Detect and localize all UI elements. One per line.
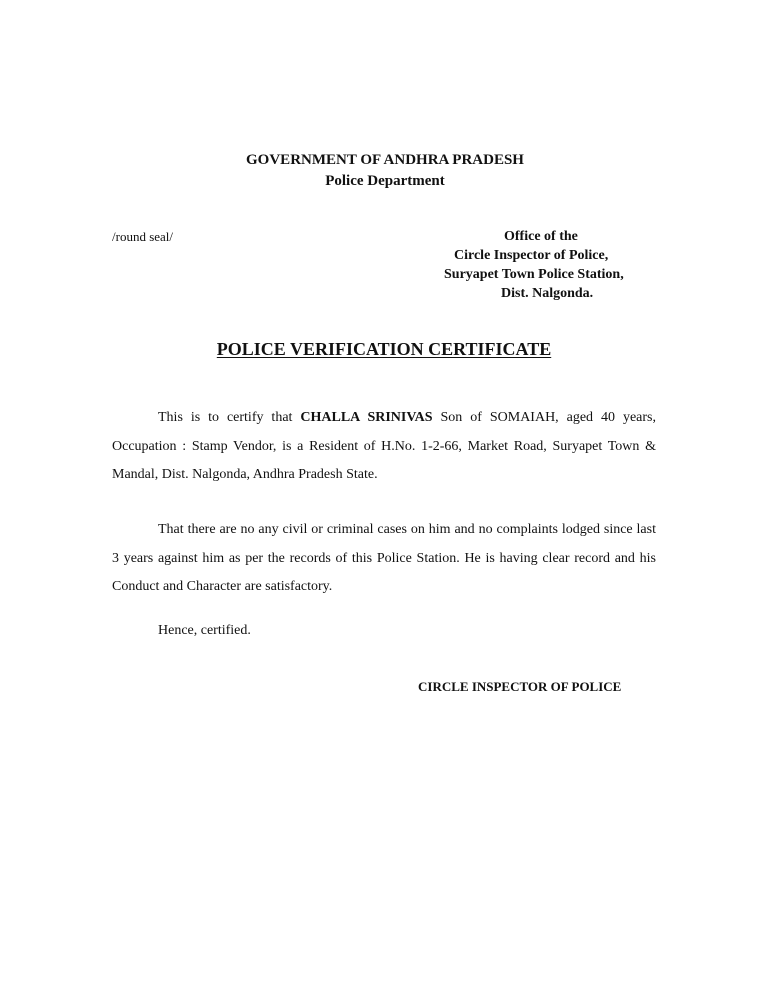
certificate-paragraph-2: That there are no any civil or criminal cases on him and no complaints lodged since last 3 years against him as per the records of this Police Station. He is having clear record and his Conduct and Character are satisfactory. <box>112 522 656 594</box>
government-heading: GOVERNMENT OF ANDHRA PRADESH <box>246 152 524 168</box>
document-header <box>0 150 768 192</box>
office-line-2: Circle Inspector of Police, <box>454 248 609 263</box>
office-address-block <box>430 227 670 303</box>
office-line-4: Dist. Nalgonda. <box>501 286 594 301</box>
office-line-1: Office of the <box>504 229 578 244</box>
certificate-paragraph-1 <box>112 404 656 490</box>
certificate-title-wrapper <box>0 337 768 361</box>
certificate-paragraph-3: Hence, certified. <box>158 623 251 638</box>
person-name: CHALLA SRINIVAS <box>300 410 433 425</box>
certificate-title: POLICE VERIFICATION CERTIFICATE <box>216 339 552 359</box>
round-seal-note: /round seal/ <box>112 229 174 244</box>
paragraph-1-details: Son of SOMAIAH, aged 40 years, Occupation : Stamp Vendor, is a Resident of H.No. 1-2-66, Market Road, Suryapet Town & Mandal, Dist. Nalgonda, Andhra Pradesh State. <box>112 410 656 482</box>
department-heading: Police Department <box>325 173 445 189</box>
paragraph-1-intro: This is to certify that <box>158 410 301 425</box>
signature-designation: CIRCLE INSPECTOR OF POLICE <box>418 679 622 694</box>
office-line-3: Suryapet Town Police Station, <box>444 267 624 282</box>
